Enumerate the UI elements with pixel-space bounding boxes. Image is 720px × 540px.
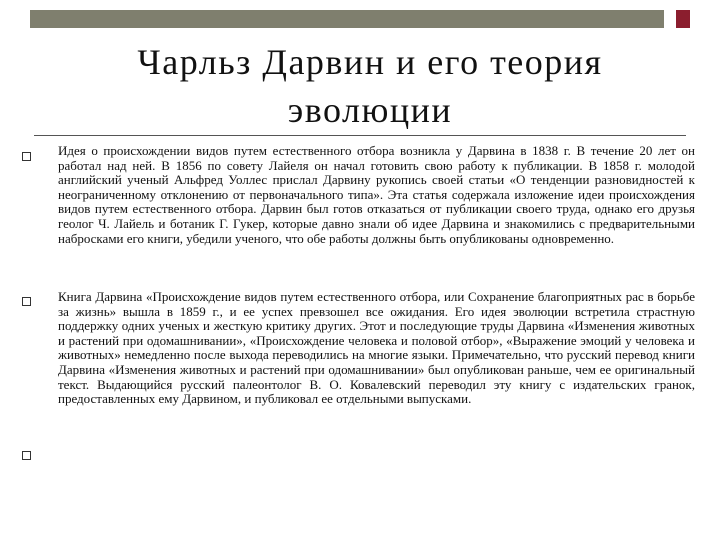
bullet-paragraph-2: Книга Дарвина «Происхождение видов путем естественного отбора, или Сохранение благоприятных рас в борьбе за жизнь» вышла в 1859 г., и ее успех превзошел все ожидания. Его идея эволюции встретила страстную поддержку одних ученых и жесткую критику других. Этот и последующие труды Дарвина «Изменения животных и растений при одомашнивании», «Происхождение человека и половой отбор», «Выражение эмоций у человека и животных» немедленно после выхода переводились на многие языки. Примечательно, что русский перевод книги Дарвина «Изменения животных и растений при одомашнивании» был опубликован раньше, чем ее оригинальный текст. Выдающийся русский палеонтолог В. О. Ковалевский переводил эту книгу с издательских гранок, предоставленных ему Дарвином, и публиковал ее отдельными выпусками.	[58, 289, 695, 407]
top-bar-olive-segment	[30, 10, 664, 28]
title-divider	[34, 135, 686, 136]
bullet-paragraph-1: Идея о происхождении видов путем естественного отбора возникла у Дарвина в 1838 г. В течение 20 лет он работал над ней. В 1856 по совету Лайеля он начал готовить свою работу к публикации. В 1858 г. молодой английский ученый Альфред Уоллес прислал Дарвину рукопись своей статьи «О тенденции разновидностей к неограниченному отклонению от первоначального типа». Эта статья содержала изложение идеи происхождения видов путем естественного отбора. Дарвин был готов отказаться от публикации своего труда, однако его друзья геолог Ч. Лайель и ботаник Г. Гукер, которые давно знали об идее Дарвина и знакомились с предварительными набросками его книги, убедили ученого, что обе работы должны быть опубликованы одновременно.	[58, 143, 695, 246]
decorative-top-bar	[30, 10, 690, 28]
top-bar-maroon-segment	[676, 10, 690, 28]
bullet-square-icon	[22, 451, 31, 460]
bullet-square-icon	[22, 297, 31, 306]
bullet-square-icon	[22, 152, 31, 161]
top-bar-gap	[664, 10, 676, 28]
slide-title: Чарльз Дарвин и его теория эволюции	[137, 42, 603, 130]
